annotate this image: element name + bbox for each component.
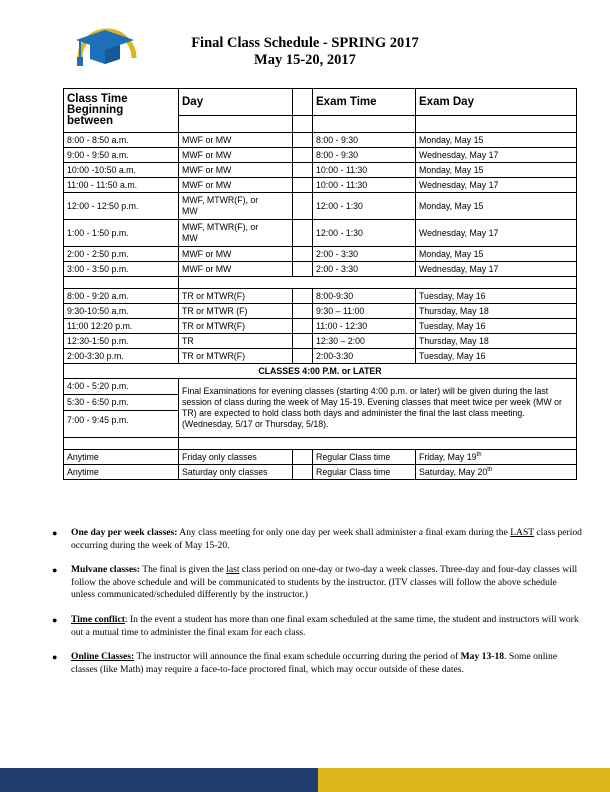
exam-time-header: Exam Time xyxy=(313,89,416,116)
table-row: Anytime Saturday only classes Regular Class time Saturday, May 20th xyxy=(64,465,577,480)
table-row: 8:00 - 8:50 a.m. MWF or MW 8:00 - 9:30 Monday, May 15 xyxy=(64,133,577,148)
table-row: 2:00-3:30 p.m. TR or MTWR(F) 2:00-3:30 Tuesday, May 16 xyxy=(64,349,577,364)
table-row: 12:30-1:50 p.m. TR 12:30 – 2:00 Thursday, May 18 xyxy=(64,334,577,349)
evening-heading: CLASSES 4:00 P.M. or LATER xyxy=(64,364,577,379)
notes-list xyxy=(52,527,582,688)
table-row: Anytime Friday only classes Regular Class time Friday, May 19th xyxy=(64,450,577,465)
table-row: 7:00 - 9:45 p.m. xyxy=(64,411,577,438)
evening-exam-note: Final Examinations for evening classes (starting 4:00 p.m. or later) will be given during the last session of class during the week of May 15-19. Evening classes that meet twice per week (MW or TR) are expected to hold class both days and administer the final the last class meeting. (Wednesday, 5/17 or Thursday, 5/18). xyxy=(179,379,577,438)
table-row: 9:00 - 9:50 a.m. MWF or MW 8:00 - 9:30 Wednesday, May 17 xyxy=(64,148,577,163)
evening-heading-row xyxy=(64,364,577,379)
table-row: 12:00 - 12:50 p.m. MWF, MTWR(F), or MW 12:00 - 1:30 Monday, May 15 xyxy=(64,193,577,220)
class-time-header: Class Time Beginning between xyxy=(64,89,179,133)
table-row: 5:30 - 6:50 p.m. xyxy=(64,395,577,411)
exam-day-header: Exam Day xyxy=(416,89,577,116)
table-row: 9:30-10:50 a.m. TR or MTWR (F) 9:30 – 11:00 Thursday, May 18 xyxy=(64,304,577,319)
page-title: Final Class Schedule - SPRING 2017 xyxy=(191,35,419,51)
page-subtitle: May 15-20, 2017 xyxy=(254,52,356,68)
bullet-icon: ● xyxy=(52,614,58,625)
final-exam-schedule-table xyxy=(63,88,577,480)
table-header-row xyxy=(64,89,577,116)
graduation-cap-logo-icon xyxy=(72,12,142,74)
table-row: 11:00 - 11:50 a.m. MWF or MW 10:00 - 11:30 Wednesday, May 17 xyxy=(64,178,577,193)
bullet-icon: ● xyxy=(52,565,58,576)
list-item: ● Time conflict: In the event a student has more than one final exam scheduled at the same time, the student and instructors will work out a mutual time to administer the final exam for each class. xyxy=(52,613,579,638)
footer-bar-gold xyxy=(318,768,610,792)
table-row: 4:00 - 5:20 p.m. Final Examinations for evening classes (starting 4:00 p.m. or later) will be given during the last session of class during the week of May 15-19. Evening classes that meet twice per week (MW or TR) are expected to hold class both days and administer the final the last class meeting. (Wednesday, 5/17 or Thursday, 5/18). xyxy=(64,379,577,395)
table-row: 3:00 - 3:50 p.m. MWF or MW 2:00 - 3:30 Wednesday, May 17 xyxy=(64,262,577,277)
bullet-icon: ● xyxy=(52,652,58,663)
table-row: 10:00 -10:50 a.m. MWF or MW 10:00 - 11:30 Monday, May 15 xyxy=(64,163,577,178)
table-row: 2:00 - 2:50 p.m. MWF or MW 2:00 - 3:30 Monday, May 15 xyxy=(64,247,577,262)
list-item: ● Mulvane classes: The final is given the last class period on one-day or two-day a week classes. Three-day and four-day classes will follow the above schedule and will be communicated to students by the instructor. (ITV classes will follow the above schedule unless communicated/scheduled differently by the instructor.) xyxy=(52,564,578,601)
list-item: ● One day per week classes: Any class meeting for only one day per week shall administer a final exam during the LAST class period occurring during the week of May 15-20. xyxy=(52,527,582,551)
table-row: 11:00 12:20 p.m. TR or MTWR(F) 11:00 - 12:30 Tuesday, May 16 xyxy=(64,319,577,334)
footer-bar-navy xyxy=(0,768,318,792)
day-header: Day xyxy=(179,89,293,116)
list-item: ● Online Classes: The instructor will announce the final exam schedule occurring during the period of May 13-18. Some online classes (like Math) may require a face-to-face proctored final, which may occur outside of these dates. xyxy=(52,651,558,675)
table-row: 1:00 - 1:50 p.m. MWF, MTWR(F), or MW 12:00 - 1:30 Wednesday, May 17 xyxy=(64,220,577,247)
table-row: 8:00 - 9:20 a.m. TR or MTWR(F) 8:00-9:30 Tuesday, May 16 xyxy=(64,289,577,304)
bullet-icon: ● xyxy=(52,528,58,538)
